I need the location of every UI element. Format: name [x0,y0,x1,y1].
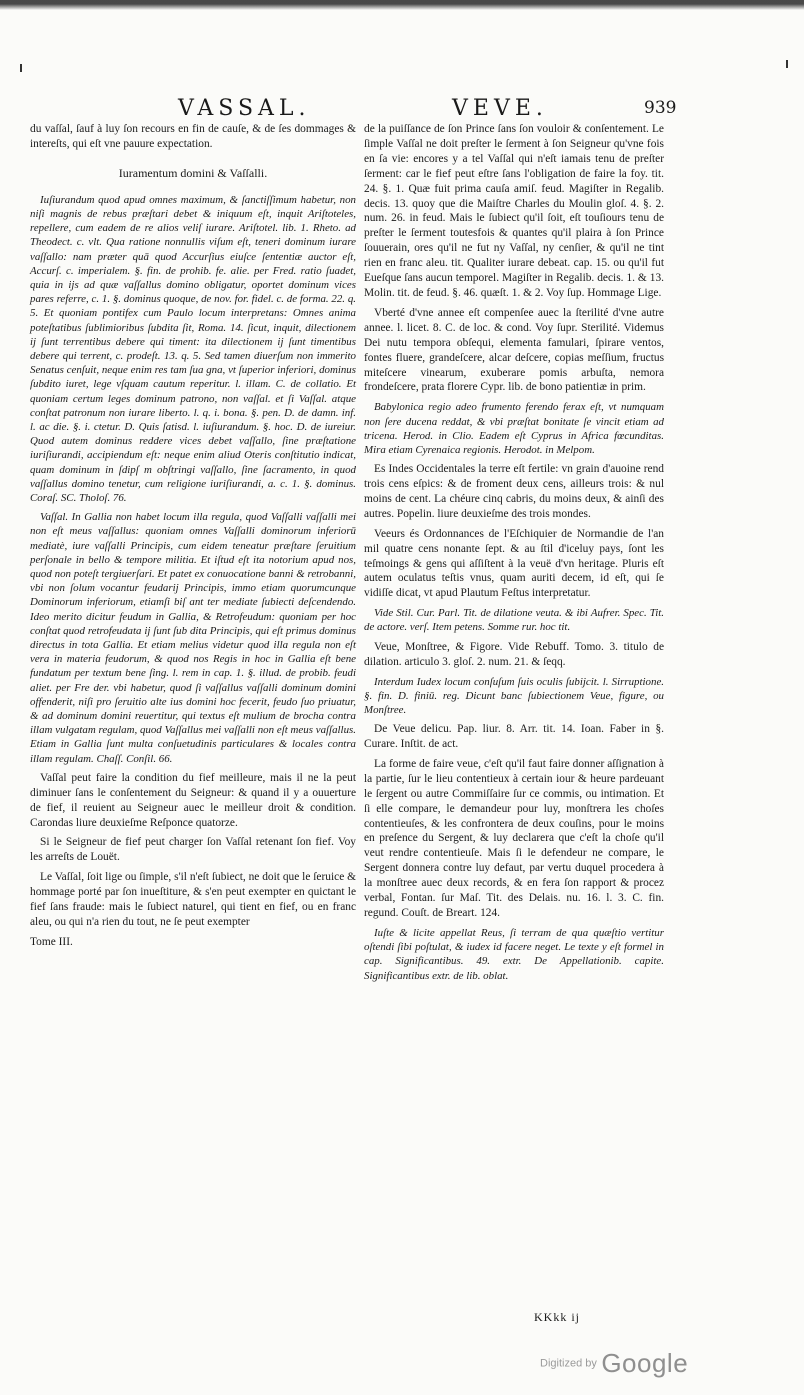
left-column-paragraph: Vaſſal peut faire la condition du fief meilleure, mais il ne la peut diminuer ſans le conſentement du Seigneur: & quand il y a ouuerture de fief, il reuient au Seigneur auec le meilleur droit & condition. Carondas liure deuxieſme Reſponce quatorze. [30,771,356,829]
digitized-by-watermark [540,1348,688,1379]
right-column-paragraph: De Veue delicu. Pap. liur. 8. Arr. tit. 14. Ioan. Faber in §. Curare. Inſtit. de act. [364,723,664,751]
margin-mark [20,64,22,72]
left-column-paragraph: Iuramentum domini & Vaſſalli. [118,165,268,180]
left-column-paragraph: Tome III. [30,935,73,948]
google-logo: Google [601,1348,689,1378]
right-column [364,122,664,988]
left-column-paragraph: du vaſſal, ſauf à luy ſon recours en fin de cauſe, & de ſes dommages & intereſts, qui eſt vne pauure expectation. [30,123,356,150]
left-column [30,122,356,955]
right-column-paragraph: Es Indes Occidentales la terre eſt fertile: vn grain d'auoine rend trois cens eſpics: & de froment deux cens, ailleurs trois: & nul moins de cent. La chéure cinq cabris, du moins deux, & ainſi des autres. Popelin. liure deuxieſme des trois mondes. [364,463,664,520]
left-running-title: VASSAL. [178,96,311,121]
left-column-paragraph: Iuſiurandum quod apud omnes maximum, & ſanctiſſimum habetur, non niſi magnis de rebus præſtari debet & iniquum eſt, inquit Ariſtoteles, repellere, cum eadem de re alios veliſ iurare. Ariſtotel. lib. 1. Rheto. ad Theodect. c. vlt. Qua ratione nonnullis viſum eſt, teneri dominum iurare vaſſallo: nam præter quā quod Accurſius eiuſce ſententiæ auctor eſt, Accurſ. c. imperialem. §. fin. de prohib. fe. alie. per Fred. ratio ſuadet, quia in ijs ad quæ vaſſallus domino obligatur, oportet dominum vices pares referre, c. 1. §. dominus quoque, de nov. for. fidel. c. de forma. 22. q. 5. Et quoniam pontifex cum Paulo locum interpretans: Omnes anima poteſtatibus ſublimioribus ſubdita ſit, Roma. 14. ſicut, inquit, dilectionem ij ſunt terrentibus debere qui timent: ita dilectionem ij ſunt timentibus debere qui terrent, c. prodeſt. 13. q. 5. Sed tamen diuerſum non immerito Senatus cenſuit, neque enim res tam ſua gna, vt ſuperior inferiori, dominus ſubdito iuret, lege vſquam cautum reperitur. l. illam. C. de collatio. Et quoniam certum leges dominum patrono, non vaſſal. et ſi Vaſſal. atque conſtat patronum non iurare liberto. l. q. i. bona. §. pen. D. de damn. inf. l. ac die. §. i. ctetur. D. Quis ſatisd. l. iuſiurandum. §. hoc. D. de iureiur. Quod autem dominus reddere vices debet vaſſallo, ſine præſtatione iuriſiurandi, accipiendum eſt: neque enim aliud Oteris conſtitutio indicat, quam dominum in ſdipſ m obſtringi vaſſallo, ſine ſacramento, in quod vaſſallus domino tenetur, cum religione iuriſiurandi, a. c. 1. §. dominus. Coraſ. SC. Tholoſ. 76. [30,193,356,504]
right-column-paragraph: Veue, Monſtree, & Figore. Vide Rebuff. Tomo. 3. titulo de dilation. articulo 3. gloſ. 2. num. 21. & ſeqq. [364,640,664,668]
right-column-paragraph: Vide Stil. Cur. Parl. Tit. de dilatione veuta. & ibi Aufrer. Spec. Tit. de actore. verſ. Item petens. Somme rur. hoc tit. [364,607,664,634]
right-column-paragraph: Veeurs és Ordonnances de l'Eſchiquier de Normandie de l'an mil quatre cens nonante ſept. & au ſtil d'iceluy pays, ſont les teſmoings & gens qui aſſiſtent à la veuë d'vn heritage. Pluris eſt autem oculatus teſtis vnus, quam auriti decem, id eſt, qui ſe vidiſſe dicat, vt apud Plautum Feſtus interpretatur. [364,527,664,600]
left-column-paragraph: Si le Seigneur de fief peut charger ſon Vaſſal retenant ſon fief. Voy les arreſts de Louët. [30,836,356,864]
right-column-paragraph: de la puiſſance de ſon Prince ſans ſon vouloir & conſentement. Le ſimple Vaſſal ne doit preſter le ſerment à ſon Seigneur qu'vne fois en ſa vie: encores y a tel Vaſſal qui n'eſt iamais tenu de preſter ſerment: car le fief peut eſtre ſans l'obligation de faire la foy. tit. 24. §. 1. Quæ fuit prima cauſa amiſ. feud. Magiſter in Regalib. decis. 13. quoy que die Maiſtre Charles du Moulin gloſ. 4. §. 2. num. 26. in feud. Mais le ſubiect qu'il ſoit, eſt touſiours tenu de preſter le ſerment toutesfois & quantes qu'il plaira à ſon Prince ſouuerain, ores qu'il ne fut ny Vaſſal, ny cenſier, & qu'il ne tint rien en franc aleu. tit. Qualiter iurare debeat. cap. 15. ou qu'il fut Eueſque ſans aucun temporel. Magiſter in Regalib. decis. 1. & 13. Molin. tit. de feud. §. 46. quæſt. 1. & 2. Voy ſup. Hommage Lige. [364,123,664,299]
right-column-paragraph: Interdum Iudex locum conſuſum ſuis oculis ſubijcit. l. Sirruptione. §. fin. D. finiū. reg. Dicunt banc ſubiectionem Veue, figure, ou Monſtree. [364,675,664,716]
catchword: KKkk ij [534,1310,580,1324]
right-column-paragraph: La forme de faire veue, c'eſt qu'il faut faire donner aſſignation à la partie, ſur le lieu contentieux à certain iour & heure pardeuant le ſergent ou autre Commiſſaire ſur ce commis, ou intimation. Et ſi elle compare, le demandeur pour luy, monſtrera les choſes contentieuſes, & les confrontera de deux couſins, pour le moins en preſence du Sergent, & luy declarera que c'eſt la choſe qu'il veut rendre contentieuſe. Mais ſi le defendeur ne compare, le Sergent donnera contre luy defaut, par vertu duquel procedera à la monſtree auec deux records, & en fera ſon rapport & procez verbal, Fontan. ſur Maſ. Tit. des Delais. nu. 16. l. 3. C. fin. regund. Couſt. de Breart. 124. [364,757,664,919]
watermark-by: Digitized by [540,1357,597,1370]
right-column-paragraph: Babylonica regio adeo frumento ferendo ferax eſt, vt numquam non ſere ducena reddat, & vbi præſtat bonitate ſe vincit etiam ad tricena. Herod. in Clio. Eadem eſt Cyprus in Africa fœcunditas. Mira etiam Cyrenaica regionis. Herodot. in Melpom. [364,401,664,456]
right-column-paragraph: Iuſte & licite appellat Reus, ſi terram de qua quæſtio vertitur oſtendi ſibi poſtulat, & iudex id facere neget. Le texte y eſt formel in cap. Significantibus. 49. extr. De Appellationib. capite. Significantibus extr. de lib. oblat. [364,926,664,982]
page-top-edge [0,0,804,14]
left-column-paragraph: Vaſſal. In Gallia non habet locum illa regula, quod Vaſſalli vaſſalli mei non eſt meus vaſſallus: quoniam omnes Vaſſalli dominorum inferiorū mediatè, iure vaſſalli Principis, cum eidem teneatur præſtare ſeruitium perſonale in bello & tempore militia. Et iſtud eſt ita notorium apud nos, quod non poteſt tergiuerſari. Et patet ex conuocatione banni & retrobanni, vbi non ſolum vocantur feudarij Principis, immo etiam quorumcunque Dominorum inferiorum, etiamſi biſ ant ter mediate ſubiecti deſcendendo. Ideo merito dicitur feudum in Gallia, & Retrofeudum: quoniam per hoc conſtat quod retrofeudata ij ſunt ſub dita Principis, qui eſt primus dominus directus in tota Gallia. Et etiam melius videtur quod illa regula non eſt vera in materia feudorum, & quod nos Regis in hoc in Gallia eſt bene fundatum per textum bene ſing. l. rem in cap. 1. §. illud. de probib. feudi aliet. per Fre der. vbi habetur, quod ſi vaſſallus vaſſalli dominum domini offenderit, niſi pro ſeruitio alte ius domini hoc fecerit, feudo ſuo priuatur, & ad dominum domini reuertitur, qui textus eſt mulium de brocha contra illam vulgatam regulam, quod Vaſſallus mei vaſſalli non eſt meus vaſſallus. Etiam in Gallia ſunt multa conſuetudinis particulares & locales contra illam regulam. Chaſſ. Conſil. 66. [30,511,356,765]
right-column-paragraph: Vberté d'vne annee eſt compenſee auec la ſterilité d'vne autre annee. l. licet. 8. C. de loc. & cond. Voy ſupr. Sterilité. Videmus Dei nutu tempora obſequi, elementa famulari, ſpirare ventos, fontes fluere, grandeſcere, alcar deſcere, copias meſſium, fructus miteſcere vinearum, exuberare pomis arbuſta, nemora frondeſcere, prata florere Cypr. lib. de bono patientiæ in prim. [364,306,664,394]
left-column-paragraph: Le Vaſſal, ſoit lige ou ſimple, s'il n'eſt ſubiect, ne doit que le ſeruice & hommage porté par ſon inueſtiture, & s'en peut exempter en quictant le fief ſans fraude: mais le ſubiect naturel, qui tient en fief, ou en franc aleu, ou qui n'a rien du tout, ne ſe peut exempter [30,871,356,928]
right-running-title: VEVE. [452,96,548,121]
margin-mark [786,60,788,68]
page-number: 939 [644,98,677,118]
